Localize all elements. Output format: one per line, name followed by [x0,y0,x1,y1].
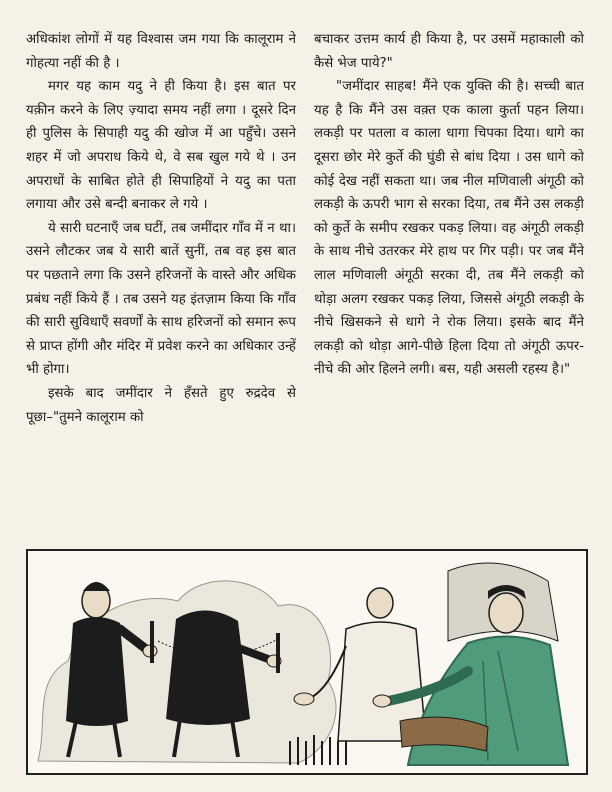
paragraph: ये सारी घटनाएँ जब घटीं, तब जमींदार गाँव में न था। उसने लौटकर जब ये सारी बातें सुनीं, तब वह इस बात पर पछताने लगा कि उसने हरिजनों के वास्ते और अधिक प्रबंध नहीं किये हैं । तब उसने यह इंतज़ाम किया कि गाँव की सारी सुविधाएँ सवर्णों के साथ हरिजनों को समान रूप से प्राप्त होंगी और मंदिर में प्रवेश करने का अधिकार उन्हें भी होगा। [26,220,296,378]
paragraph: बचाकर उत्तम कार्य ही किया है, पर उसमें महाकाली को कैसे भेज पाये?" [314,32,584,71]
paragraph: अधिकांश लोगों में यह विश्वास जम गया कि कालूराम ने गोहत्या नहीं की है । [26,32,296,71]
paragraph: "जमींदार साहब! मैंने एक युक्ति की है। सच्ची बात यह है कि मैंने उस वक़्त एक काला कुर्ता पहन लिया। लकड़ी पर पतला व काला धागा चिपका दिया। धागे का दूसरा छोर मेरे कुर्ते की घुंडी से बांध दिया । उस धागे को कोई देख नहीं सकता था। जब नील मणिवाली अंगूठी को लकड़ी के ऊपरी भाग से सरका दिया, तब मैंने उस लकड़ी को कुर्ते के समीप रखकर पकड़ लिया। वह अंगूठी लकड़ी के साथ नीचे उतरकर मेरे हाथ पर गिर पड़ी। पर जब मैंने लाल मणिवाली अंगूठी सरका दी, तब मैंने लकड़ी को थोड़ा अलग रखकर पकड़ लिया, जिससे अंगूठी लकड़ी के नीचे खिसकने से धागे ने रोक लिया। इसके बाद मैंने लकड़ी को थोड़ा आगे-पीछे हिला दिया तो अंगूठी ऊपर-नीचे की ओर हिलने लगी। बस, यही असली रहस्य है।" [314,79,584,378]
right-text-column [314,28,584,382]
story-illustration [26,549,588,775]
left-text-column [26,28,296,429]
paragraph: मगर यह काम यदु ने ही किया है। इस बात पर यक़ीन करने के लिए ज़्यादा समय नहीं लगा । दूसरे दिन ही पुलिस के सिपाही यदु की खोज में आ पहुँचे। उसने शहर में जो अपराध किये थे, वे सब खुल गये थे । उन अपराधों के साबित होते ही सिपाहियों ने यदु का पता लगाया और उसे बन्दी बनाकर ले गये । [26,79,296,213]
paragraph: इसके बाद जमींदार ने हँसते हुए रुद्रदेव से पूछा–"तुमने कालूराम को [26,385,296,425]
illustration-drawing [28,551,586,773]
